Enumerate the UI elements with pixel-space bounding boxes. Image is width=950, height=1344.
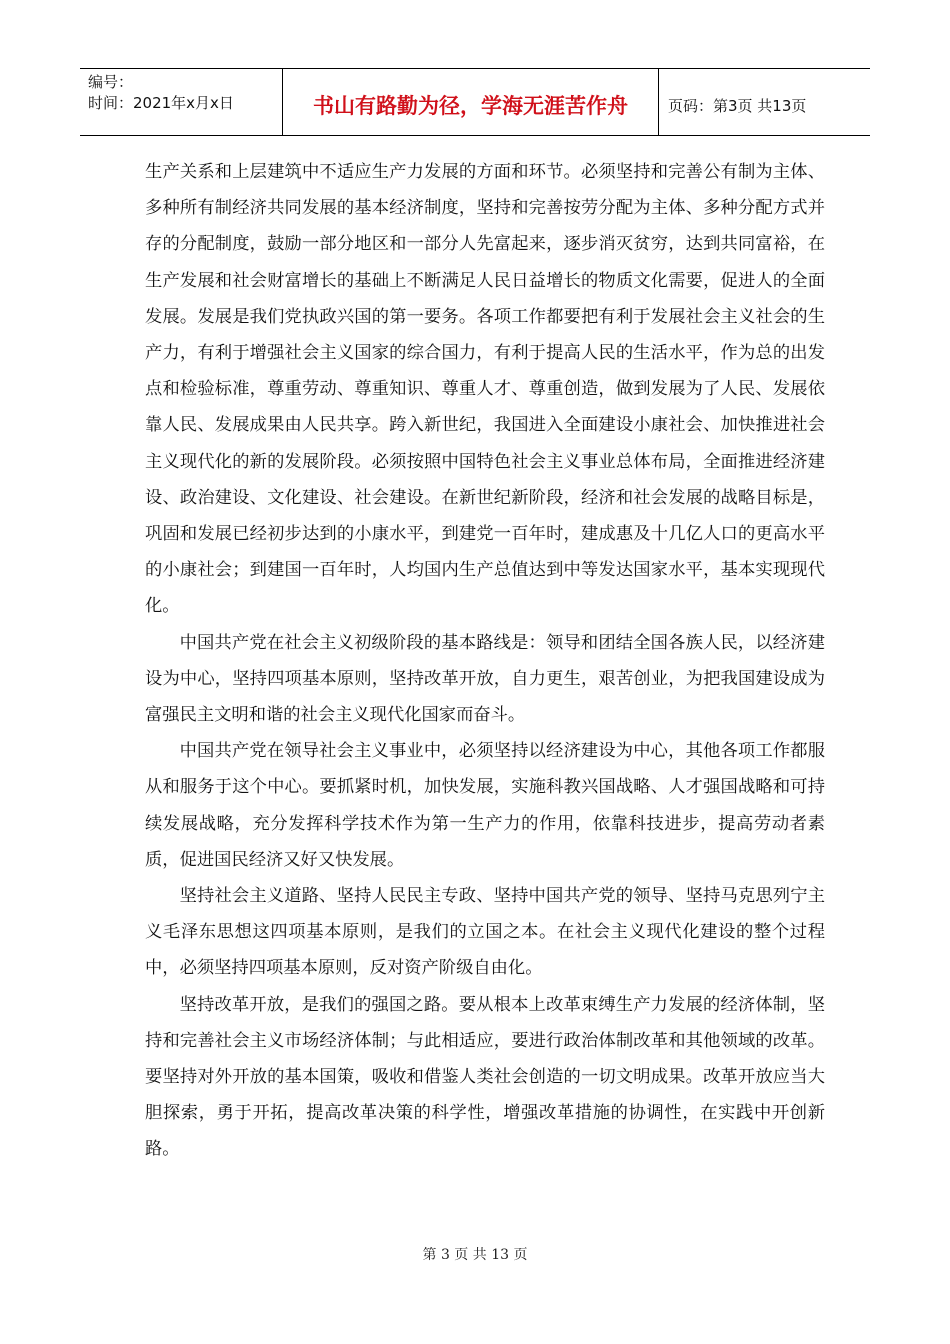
body-paragraph: 坚持社会主义道路、坚持人民民主专政、坚持中国共产党的领导、坚持马克思列宁主义毛泽东思想这四项基本原则，是我们的立国之本。在社会主义现代化建设的整个过程中，必须坚持四项基本原则，反对资产阶级自由化。 [145,886,825,979]
document-time-label: 时间：2021年x月x日 [88,94,234,112]
body-paragraph: 生产关系和上层建筑中不适应生产力发展的方面和环节。必须坚持和完善公有制为主体、多种所有制经济共同发展的基本经济制度，坚持和完善按劳分配为主体、多种分配方式并存的分配制度，鼓励一部分地区和一部分人先富起来，逐步消灭贫穷，达到共同富裕，在生产发展和社会财富增长的基础上不断满足人民日益增长的物质文化需要，促进人的全面发展。发展是我们党执政兴国的第一要务。各项工作都要把有利于发展社会主义社会的生产力，有利于增强社会主义国家的综合国力，有利于提高人民的生活水平，作为总的出发点和检验标准，尊重劳动、尊重知识、尊重人才、尊重创造，做到发展为了人民、发展依靠人民、发展成果由人民共享。跨入新世纪，我国进入全面建设小康社会、加快推进社会主义现代化的新的发展阶段。必须按照中国特色社会主义事业总体布局，全面推进经济建设、政治建设、文化建设、社会建设。在新世纪新阶段，经济和社会发展的战略目标是，巩固和发展已经初步达到的小康水平，到建党一百年时，建成惠及十几亿人口的更高水平的小康社会；到建国一百年时，人均国内生产总值达到中等发达国家水平，基本实现现代化。 [145,162,825,617]
header-page-number: 页码：第3页 共13页 [668,96,807,115]
document-body [145,154,825,1168]
page-footer [0,1244,950,1264]
header-motto-cell [283,69,659,135]
page-header [80,68,870,136]
header-meta-cell [80,69,283,135]
header-page-cell [659,69,870,135]
body-paragraph: 中国共产党在领导社会主义事业中，必须坚持以经济建设为中心，其他各项工作都服从和服务于这个中心。要抓紧时机，加快发展，实施科教兴国战略、人才强国战略和可持续发展战略，充分发挥科学技术作为第一生产力的作用，依靠科技进步，提高劳动者素质，促进国民经济又好又快发展。 [145,741,825,870]
body-paragraph: 中国共产党在社会主义初级阶段的基本路线是：领导和团结全国各族人民，以经济建设为中心，坚持四项基本原则，坚持改革开放，自力更生，艰苦创业，为把我国建设成为富强民主文明和谐的社会主义现代化国家而奋斗。 [145,632,825,726]
body-paragraph: 坚持改革开放，是我们的强国之路。要从根本上改革束缚生产力发展的经济体制，坚持和完善社会主义市场经济体制；与此相适应，要进行政治体制改革和其他领域的改革。要坚持对外开放的基本国策，吸收和借鉴人类社会创造的一切文明成果。改革开放应当大胆探索，勇于开拓，提高改革决策的科学性，增强改革措施的协调性，在实践中开创新路。 [145,994,825,1160]
header-motto: 书山有路勤为径，学海无涯苦作舟 [313,94,628,118]
document-number-label: 编号： [88,73,134,91]
footer-page-number: 第 3 页 共 13 页 [422,1247,528,1263]
